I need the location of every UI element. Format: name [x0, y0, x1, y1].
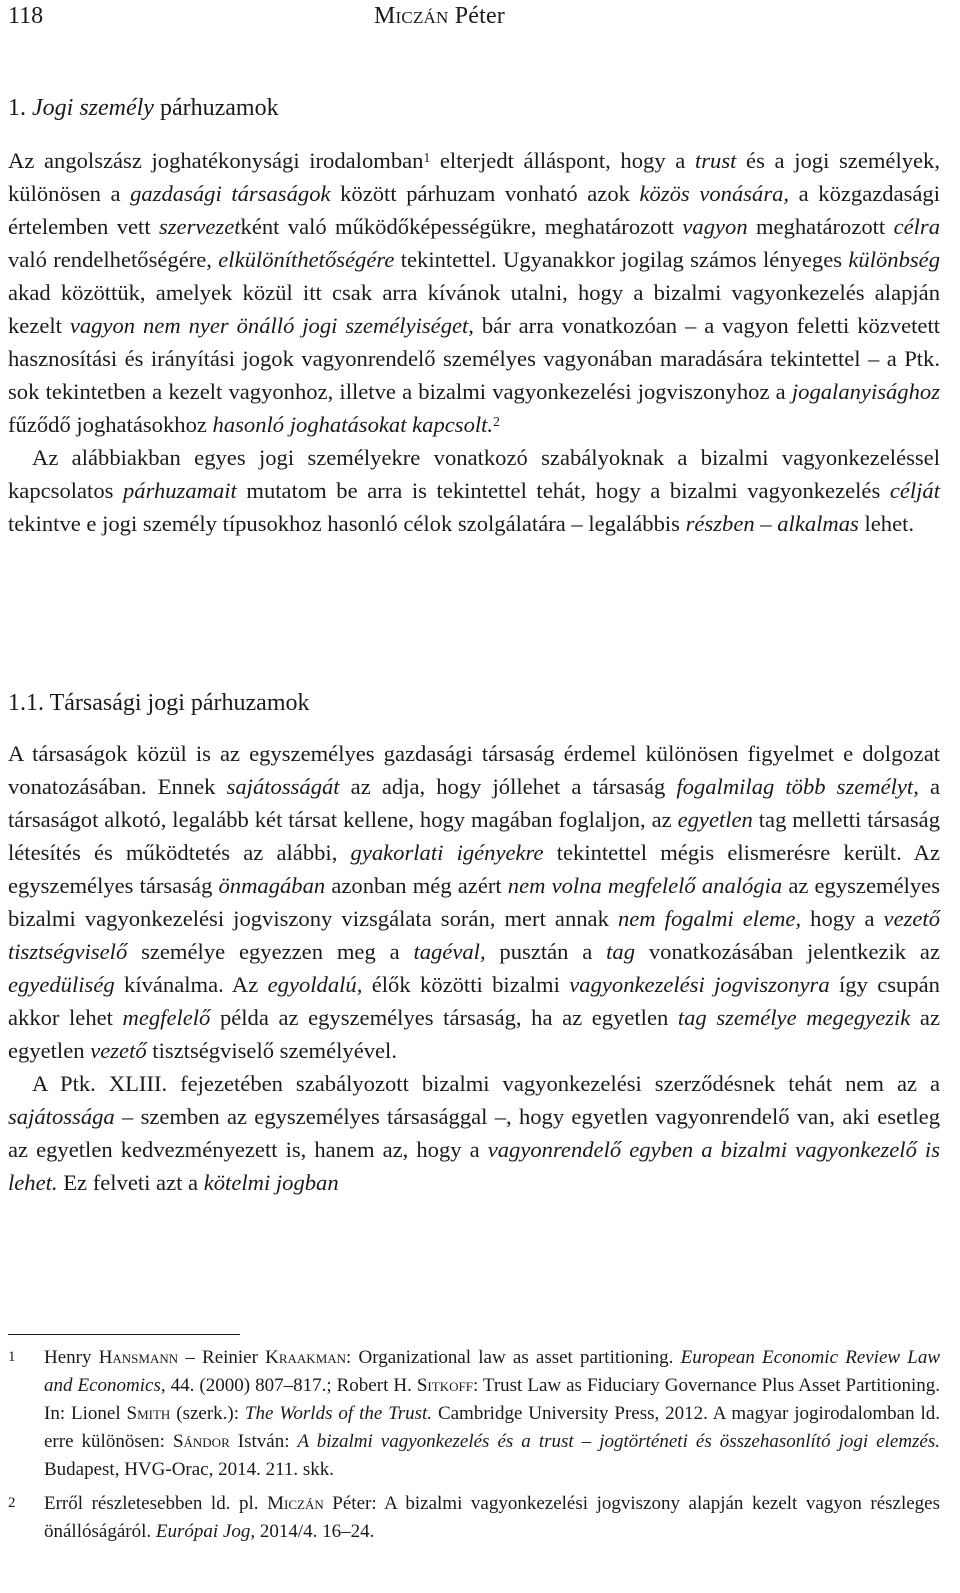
footnote-1: [8, 1344, 940, 1484]
text-run: így csupán akkor lehet: [8, 972, 940, 1030]
footnote-text: [44, 1347, 940, 1480]
text-run: gyakorlati igényekre: [350, 840, 544, 865]
footnote-separator: [8, 1334, 240, 1335]
text-run: részben – alkalmas: [685, 511, 859, 536]
text-run: egyetlen: [677, 807, 753, 832]
text-run: Európai Jog,: [155, 1521, 256, 1542]
text-run: fogalmilag több személyt,: [676, 774, 919, 799]
text-run: tekintve e jogi személy típusokhoz hasonló célok szolgálatára – legalábbis: [8, 511, 686, 536]
text-run: vagyon: [682, 214, 748, 239]
text-run: vonatkozásában jelentkezik az: [635, 939, 940, 964]
footnotes: [8, 1344, 940, 1546]
text-run: Péter: A bizalmi vagyonkezelési jogviszony alapján kezelt vagyon részleges önállóságáról.: [44, 1493, 941, 1542]
text-run: lehet.: [858, 511, 915, 536]
text-run: (szerk.):: [170, 1403, 245, 1424]
text-run: fűződő joghatásokhoz: [8, 412, 213, 437]
paragraph-2: [8, 441, 940, 540]
text-run: Az alábbiakban egyes jogi személyekre vonatkozó szabályoknak a bizalmi vagyonkezeléssel kapcsolatos: [8, 445, 940, 503]
text-run: az egyszemélyes bizalmi vagyonkezelési jogviszony vizsgálata során, mert annak: [8, 873, 940, 931]
text-run: tag melletti társaság létesítés és működtetés az alábbi,: [8, 807, 940, 865]
text-run: jogalanyisághoz: [791, 379, 940, 404]
subsection-body: [8, 737, 940, 1199]
text-run: nem volna megfelelő analógia: [507, 873, 783, 898]
text-run: a közgazdasági értelemben vett: [8, 181, 940, 239]
text-run: között párhuzam vonható azok: [330, 181, 640, 206]
text-run: az adja, hogy jóllehet a társaság: [339, 774, 677, 799]
text-run: személye egyezzen meg a: [127, 939, 414, 964]
text-run: Cambridge University Press, 2012. A magyar jogirodalomban ld. erre különösen:: [44, 1403, 941, 1452]
paragraph-1: [8, 144, 940, 441]
text-run: vagyonrendelő egyben a bizalmi vagyonkezelő is lehet.: [8, 1137, 940, 1195]
section-body: [8, 144, 940, 540]
subsection-heading: [8, 690, 310, 717]
text-run: bár arra vonatkozóan – a vagyon feletti közvetett hasznosítási és irányítási jogok vagyonrendelő személyes vagyonában maradására tekintettel – a Ptk. sok tekintetben a kezelt vagyonhoz, illetve a bizalmi vagyonkezelési jogviszonyhoz a: [8, 313, 940, 404]
text-run: nem fogalmi eleme,: [617, 906, 802, 931]
section-title-rest: párhuzamok: [159, 95, 279, 121]
text-run: tisztségviselő személyével.: [146, 1038, 397, 1063]
text-run: Kraakman: [265, 1347, 347, 1368]
text-run: sajátossága: [8, 1104, 115, 1129]
paragraph-4: [8, 1067, 940, 1199]
text-run: Henry: [44, 1347, 99, 1368]
footnote-reference: 2: [493, 413, 500, 429]
text-run: célra: [893, 214, 940, 239]
text-run: akad közöttük, amelyek közül itt csak arra kívánok utalni, hogy a bizalmi vagyonkezelés alapján kezelt: [8, 280, 940, 338]
text-run: A bizalmi vagyonkezelés és a trust – jogtörténeti és összehasonlító jogi elemzés.: [297, 1431, 941, 1452]
text-run: Hansmann: [98, 1347, 179, 1368]
text-run: párhuzamait: [122, 478, 237, 503]
text-run: 44. (2000) 807–817.; Robert H.: [165, 1375, 417, 1396]
text-run: elterjedt álláspont, hogy a: [430, 148, 695, 173]
page-number: 118: [8, 3, 44, 29]
text-run: szervezet: [158, 214, 241, 239]
text-run: tag: [606, 939, 636, 964]
text-run: élők közötti bizalmi: [362, 972, 570, 997]
text-run: önmagában: [218, 873, 326, 898]
text-run: A társaságok közül is az egyszemélyes gazdasági társaság érdemel különösen figyelmet e dolgozat vonatozásában. Ennek: [8, 741, 940, 799]
text-run: tag személye megegyezik: [677, 1005, 911, 1030]
running-head: [374, 3, 505, 30]
text-run: közös vonására,: [639, 181, 790, 206]
text-run: egyoldalú,: [267, 972, 363, 997]
text-run: elkülöníthetőségére: [218, 247, 395, 272]
text-run: különbség: [848, 247, 940, 272]
text-run: Sitkoff: [416, 1375, 473, 1396]
text-run: Az angolszász joghatékonysági irodalomban: [8, 148, 424, 173]
text-run: hasonló joghatásokat kapcsolt.: [212, 412, 494, 437]
text-run: The Worlds of the Trust.: [244, 1403, 433, 1424]
text-run: meghatározott: [747, 214, 894, 239]
section-heading: [8, 95, 279, 122]
text-run: A Ptk. XLIII. fejezetében szabályozott bizalmi vagyonkezelési szerződésnek tehát nem az a: [32, 1071, 940, 1096]
footnote-reference: 1: [423, 149, 431, 165]
footnote-number: 2: [8, 1495, 16, 1511]
text-run: egyedüliség: [8, 972, 115, 997]
text-run: vezető tisztségviselő: [8, 906, 940, 964]
text-run: példa az egyszemélyes társaság, ha az egyetlen: [210, 1005, 678, 1030]
text-run: István:: [229, 1431, 298, 1452]
text-run: gazdasági társaságok: [130, 181, 331, 206]
text-run: mutatom be arra is tekintettel tehát, hogy a bizalmi vagyonkezelés: [236, 478, 890, 503]
subsection-number: 1.1.: [8, 690, 44, 716]
footnote-2: [8, 1490, 940, 1546]
text-run: való rendelhetőségére,: [8, 247, 219, 272]
text-run: sajátosságát: [226, 774, 340, 799]
text-run: a társaságot alkotó, legalább két társat kellene, hogy magában foglaljon, az: [8, 774, 940, 832]
text-run: tagéval,: [413, 939, 486, 964]
text-run: Sándor: [172, 1431, 230, 1452]
text-run: – szemben az egyszemélyes társasággal –, hogy egyetlen vagyonrendelő van, aki esetleg az egyetlen kedvezményezett is, hanem az, hogy a: [8, 1104, 940, 1162]
text-run: trust: [694, 148, 737, 173]
section-title-italic: Jogi személy: [32, 95, 154, 121]
text-run: kívánalma. Az: [114, 972, 268, 997]
text-run: tekintettel. Ugyanakkor jogilag számos lényeges: [394, 247, 849, 272]
text-run: : Trust Law as Fiduciary Governance Plus Asset Partitioning. In: Lionel: [44, 1375, 940, 1424]
text-run: vagyonkezelési jogviszonyra: [569, 972, 830, 997]
text-run: és a jogi személyek, különösen a: [8, 148, 940, 206]
footnote-number: 1: [8, 1349, 16, 1365]
text-run: tekintettel mégis elismerésre került. Az egyszemélyes társaság: [8, 840, 941, 898]
text-run: hogy a: [801, 906, 884, 931]
text-run: Miczán: [267, 1493, 324, 1514]
running-head-surname: Miczán: [374, 3, 449, 29]
paragraph-3: [8, 737, 940, 1067]
footnote-text: [44, 1493, 940, 1542]
running-head-given-name: Péter: [454, 3, 505, 29]
section-number: 1.: [8, 95, 26, 121]
text-run: az egyetlen: [8, 1005, 940, 1063]
text-run: ként való működőképességükre, meghatározott: [240, 214, 683, 239]
text-run: vagyon nem nyer önálló jogi személyiséget,: [69, 313, 474, 338]
text-run: pusztán a: [485, 939, 607, 964]
subsection-title: Társasági jogi párhuzamok: [49, 690, 310, 716]
text-run: megfelelő: [122, 1005, 211, 1030]
text-run: Erről részletesebben ld. pl.: [44, 1493, 268, 1514]
text-run: : Organizational law as asset partitioning.: [346, 1347, 681, 1368]
text-run: Ez felveti azt a: [57, 1170, 204, 1195]
text-run: European Economic Review Law and Economics,: [44, 1347, 940, 1396]
text-run: vezető: [90, 1038, 147, 1063]
text-run: Smith: [126, 1403, 171, 1424]
text-run: Budapest, HVG-Orac, 2014. 211. skk.: [44, 1459, 335, 1480]
text-run: 2014/4. 16–24.: [255, 1521, 375, 1542]
text-run: kötelmi jogban: [203, 1170, 339, 1195]
text-run: célját: [889, 478, 940, 503]
text-run: azonban még azért: [325, 873, 508, 898]
text-run: – Reinier: [178, 1347, 266, 1368]
